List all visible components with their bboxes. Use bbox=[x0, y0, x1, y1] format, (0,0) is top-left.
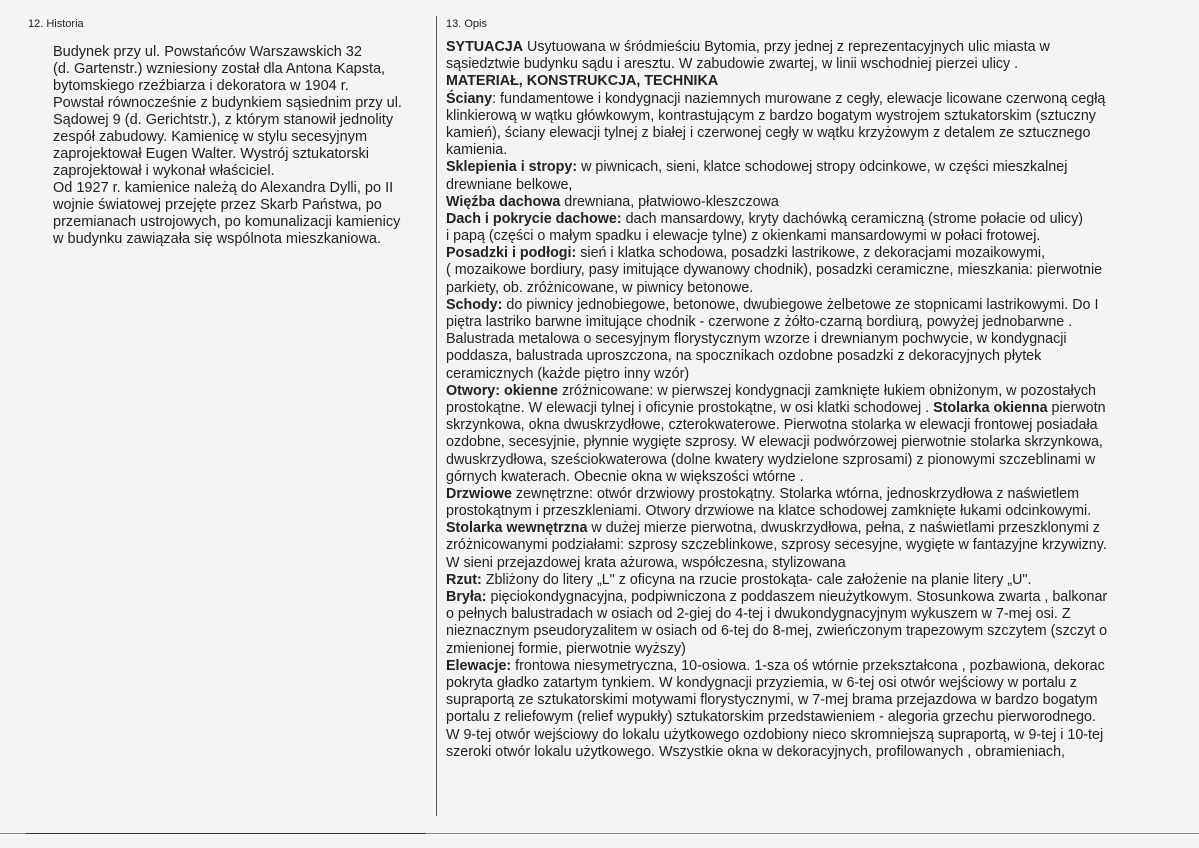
opis-line bbox=[446, 262, 1198, 279]
opis-line bbox=[446, 572, 1198, 589]
opis-heading: SYTUACJA bbox=[446, 39, 524, 55]
opis-line-text: Usytuowana w śródmieściu Bytomia, przy jednej z reprezentacyjnych ulic miasta w bbox=[523, 39, 1050, 55]
historia-line: zespół zabudowy. Kamienicę w stylu secesyjnym bbox=[53, 129, 368, 145]
opis-line-text: W 9-tej otwór wejściowy do lokalu użytkowego ozdobiony nieco skromniejszą supraportą, w 9-tej i 10-tej bbox=[446, 726, 1104, 743]
opis-line bbox=[446, 348, 1198, 365]
opis-line bbox=[446, 675, 1198, 692]
opis-line-text: ( mozaikowe bordiury, pasy imitujące dywanowy chodnik), posadzki ceramiczne, mieszkania: pierwotnie bbox=[446, 262, 1103, 279]
opis-line bbox=[446, 228, 1198, 245]
historia-line: wojnie światowej przejęte przez Skarb Państwa, po bbox=[53, 197, 382, 213]
opis-line bbox=[446, 297, 1198, 314]
historia-line: Od 1927 r. kamienice należą do Alexandra Dylli, po II bbox=[53, 180, 394, 196]
opis-line bbox=[446, 383, 1198, 400]
opis-line bbox=[446, 280, 1198, 297]
historia-line: przemianach ustrojowych, po komunalizacji kamienicy bbox=[53, 214, 401, 230]
opis-heading: Ściany bbox=[446, 90, 493, 107]
opis-line-text: ozdobne, secesyjnie, płynnie wygięte szprosy. W elewacji podwórzowej pierwotnie stolarka skrzynkowa, bbox=[446, 434, 1103, 451]
opis-line-text: pięciokondygnacyjna, podpiwniczona z poddaszem nieużytkowym. Stosunkowa zwarta , balkonar bbox=[486, 589, 1108, 605]
opis-heading: Stolarka wewnętrzna bbox=[446, 520, 588, 537]
opis-line bbox=[446, 503, 1198, 520]
historia-line: Sądowej 9 (d. Gerichtstr.), z którym stanowił jednolity bbox=[53, 112, 394, 128]
historia-line: Budynek przy ul. Powstańców Warszawskich 32 bbox=[53, 44, 362, 60]
opis-line bbox=[446, 744, 1198, 761]
opis-text bbox=[446, 39, 1198, 761]
opis-line bbox=[446, 125, 1198, 142]
historia-line: zaprojektował i wykonał właściciel. bbox=[53, 163, 275, 179]
opis-line-text: prostokątne. W elewacji tylnej i oficynie prostokątne, w osi klatki schodowej . bbox=[446, 399, 934, 416]
opis-line-text: portalu z reliefowym (relief wypukły) sztukatorskim przedstawieniem - alegoria grzechu pierworodnego. bbox=[446, 709, 1096, 726]
historia-line: zaprojektował Eugen Walter. Wystrój sztukatorski bbox=[53, 146, 370, 162]
opis-line bbox=[446, 658, 1198, 675]
opis-line bbox=[446, 142, 1198, 159]
opis-line-text: zróżnicowane: w pierwszej kondygnacji zamknięte łukiem obniżonym, w pozostałych bbox=[558, 382, 1096, 399]
opis-line-text: prostokątnym i przeszkleniami. Otwory drzwiowe na klatce schodowej zamknięte łukami odcinkowymi. bbox=[446, 503, 1092, 520]
opis-heading: Sklepienia i stropy: bbox=[446, 159, 578, 176]
opis-line-text: drewniana, płatwiowo-kleszczowa bbox=[560, 193, 779, 210]
opis-line-text: górnych kwaterach. Obecnie okna w większości wtórne . bbox=[446, 468, 804, 485]
historia-line: w budynku zawiązała się wspólnota mieszkaniowa. bbox=[53, 231, 382, 247]
opis-heading: Rzut: bbox=[446, 571, 482, 588]
opis-line bbox=[446, 73, 1198, 90]
opis-line bbox=[446, 537, 1198, 554]
opis-line-text: Balustrada metalowa o secesyjnym florystycznym wzorze i drewnianym pochwycie, w kondygnacji bbox=[446, 331, 1067, 348]
opis-line bbox=[446, 400, 1198, 417]
opis-line bbox=[446, 91, 1198, 108]
opis-line-text: zewnętrzne: otwór drzwiowy prostokątny. Stolarka wtórna, jednoskrzydłowa z naświetlem bbox=[511, 485, 1080, 502]
opis-heading: Stolarka okienna bbox=[933, 399, 1048, 416]
opis-section bbox=[446, 18, 1198, 761]
opis-line-text: parkiety, ob. zróżnicowane, w piwnicy betonowe. bbox=[446, 279, 754, 296]
opis-line bbox=[446, 606, 1198, 623]
opis-line bbox=[446, 589, 1198, 606]
opis-line-text: sień i klatka schodowa, posadzki lastrikowe, z dekoracjami mozaikowymi, bbox=[576, 245, 1046, 262]
opis-line-text: dach mansardowy, kryty dachówką ceramiczną (strome połacie od ulicy) bbox=[621, 210, 1083, 227]
opis-line-text: supraportą ze sztukatorskimi motywami florystycznymi, w 7-mej brama przejazdowa w bardzo bogatym bbox=[446, 692, 1098, 709]
opis-line bbox=[446, 434, 1198, 451]
opis-line bbox=[446, 331, 1198, 348]
opis-line bbox=[446, 727, 1198, 744]
opis-heading: Więźba dachowa bbox=[446, 193, 561, 210]
opis-line-text: dwuskrzydłowa, sześciokwaterowa (dolne kwatery wydzielone szprosami) z pionowymi szczeblinami w bbox=[446, 451, 1096, 468]
opis-line bbox=[446, 469, 1198, 486]
opis-line-text: kamień), ściany elewacji tylnej z białej i czerwonej cegły w wątku krzyżowym z detalem ze sztucznego bbox=[446, 124, 1091, 141]
opis-line bbox=[446, 245, 1198, 262]
opis-line bbox=[446, 194, 1198, 211]
opis-line-text: piętra lastriko barwne imitujące chodnik - czerwone z żółto-czarną bordiurą, powyżej jednobarwne . bbox=[446, 314, 1073, 330]
opis-line-text: w dużej mierze pierwotna, dwuskrzydłowa, pełna, z naświetlami przeszklonymi z bbox=[587, 520, 1100, 537]
bottom-rule-left bbox=[26, 833, 426, 834]
opis-line-text: klinkierową w wątku główkowym, kontrastującym z bardzo bogatym wystrojem sztukatorskim (sztuczny bbox=[446, 107, 1096, 124]
opis-line-text: o pełnych balustradach w osiach od 2-giej do 4-tej i dwukondygnacyjnym wykuszem w 7-mej osi. Z bbox=[446, 606, 1071, 623]
opis-line-text: : fundamentowe i kondygnacji naziemnych murowane z cegły, elewacje licowane czerwoną cegłą bbox=[492, 90, 1106, 107]
opis-heading: Otwory: okienne bbox=[446, 382, 559, 399]
opis-line-text: nieznacznym pseudoryzalitem w osiach od 6-tej do 8-mej, zwieńczonym trapezowym szczytem (szczyt o bbox=[446, 623, 1108, 640]
opis-heading: Schody: bbox=[446, 296, 503, 313]
column-divider bbox=[436, 16, 437, 816]
opis-line bbox=[446, 417, 1198, 434]
opis-line bbox=[446, 486, 1198, 503]
opis-heading: Posadzki i podłogi: bbox=[446, 245, 577, 262]
opis-line-text: drewniane belkowe, bbox=[446, 176, 573, 193]
opis-line bbox=[446, 56, 1198, 73]
opis-line-text: pierwotn bbox=[1047, 399, 1106, 416]
opis-line bbox=[446, 108, 1198, 125]
opis-line-text: sąsiedztwie budynku sądu i aresztu. W zabudowie zwartej, w linii wschodniej pierzei ulicy . bbox=[446, 56, 1019, 73]
opis-heading: Drzwiowe bbox=[446, 485, 512, 502]
opis-line bbox=[446, 623, 1198, 640]
opis-heading: Bryła: bbox=[446, 589, 487, 605]
opis-line-text: poddasza, balustrada uproszczona, na spocznikach ozdobne posadzki z dekoracyjnych płytek bbox=[446, 348, 1042, 365]
opis-line bbox=[446, 555, 1198, 572]
historia-text bbox=[53, 44, 428, 248]
opis-line-text: i papą (części o małym spadku i elewacje tylne) z okienkami mansardowymi w połaci frotowej. bbox=[446, 228, 1041, 245]
opis-line-text: frontowa niesymetryczna, 10-osiowa. 1-sza oś wtórnie przekształcona , pozbawiona, dekorac bbox=[511, 657, 1105, 674]
opis-line bbox=[446, 314, 1198, 331]
opis-line-text: ceramicznych (każde piętro inny wzór) bbox=[446, 365, 690, 382]
opis-heading: MATERIAŁ, KONSTRUKCJA, TECHNIKA bbox=[446, 73, 719, 90]
opis-heading: Elewacje: bbox=[446, 657, 512, 674]
opis-line-text: szeroki otwór lokalu użytkowego. Wszystkie okna w dekoracyjnych, profilowanych , obramieniach, bbox=[446, 743, 1066, 760]
opis-line-text: skrzynkowa, okna dwuskrzydłowe, czterokwaterowe. Pierwotna stolarka w elewacji frontowej posiadała bbox=[446, 417, 1098, 434]
historia-line: (d. Gartenstr.) wzniesiony został dla Antona Kapsta, bbox=[53, 61, 386, 77]
opis-line-text: zmienionej formie, pierwotnie wyższy) bbox=[446, 640, 686, 657]
historia-line: Powstał równocześnie z budynkiem sąsiednim przy ul. bbox=[53, 95, 402, 111]
opis-line bbox=[446, 452, 1198, 469]
opis-line-text: zróżnicowanymi podziałami: szprosy szczeblinkowe, szprosy secesyjne, wygięte w fantazyjne krzywizny. bbox=[446, 537, 1107, 554]
opis-line bbox=[446, 520, 1198, 537]
opis-line-text: do piwnicy jednobiegowe, betonowe, dwubiegowe żelbetowe ze stopnicami lastrikowymi. Do I bbox=[502, 296, 1099, 313]
opis-line bbox=[446, 692, 1198, 709]
opis-line bbox=[446, 641, 1198, 658]
opis-line bbox=[446, 159, 1198, 176]
opis-line bbox=[446, 366, 1198, 383]
opis-line bbox=[446, 177, 1198, 194]
historia-section bbox=[28, 18, 428, 248]
opis-line bbox=[446, 709, 1198, 726]
opis-line-text: W sieni przejazdowej krata ażurowa, współczesna, stylizowana bbox=[446, 554, 846, 571]
historia-label: 12. Historia bbox=[28, 18, 84, 30]
historia-line: bytomskiego rzeźbiarza i dekoratora w 1904 r. bbox=[53, 78, 349, 94]
opis-line-text: w piwnicach, sieni, klatce schodowej stropy odcinkowe, w części mieszkalnej bbox=[577, 159, 1068, 176]
opis-line-text: kamienia. bbox=[446, 142, 508, 159]
opis-line-text: pokryta gładko zatartym tynkiem. W kondygnacji przyziemia, w 6-tej osi otwór wejściowy w portalu z bbox=[446, 674, 1077, 691]
opis-heading: Dach i pokrycie dachowe: bbox=[446, 210, 622, 227]
opis-line bbox=[446, 39, 1198, 56]
opis-label: 13. Opis bbox=[446, 18, 487, 30]
opis-line bbox=[446, 211, 1198, 228]
opis-line-text: Zbliżony do litery „L" z oficyna na rzucie prostokąta- cale założenie na planie litery „U". bbox=[481, 571, 1032, 588]
